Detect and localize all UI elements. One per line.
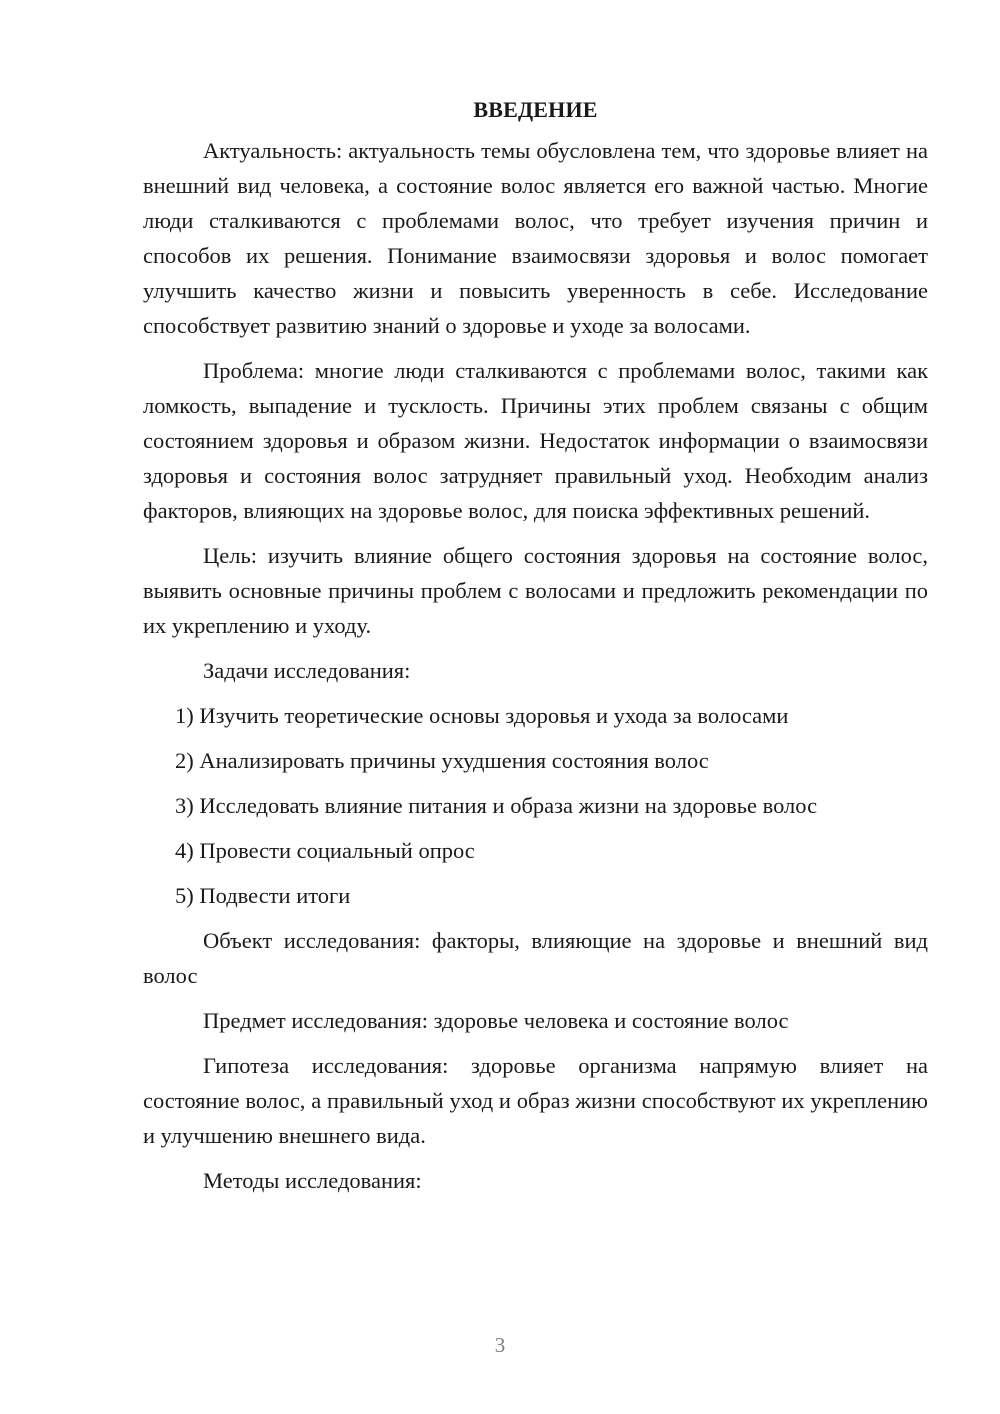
paragraph-subject: Предмет исследования: здоровье человека и состояние волос — [203, 1008, 789, 1033]
list-item: 3) Исследовать влияние питания и образа жизни на здоровье волос — [175, 793, 818, 818]
tasks-list — [143, 698, 928, 913]
methods-heading: Методы исследования: — [203, 1168, 422, 1193]
page-number: 3 — [494, 1333, 506, 1357]
list-item: 2) Анализировать причины ухудшения состояния волос — [175, 748, 709, 773]
paragraph-object: Объект исследования: факторы, влияющие на здоровье и внешний вид волос — [143, 928, 928, 988]
list-item: 5) Подвести итоги — [175, 883, 351, 908]
tasks-heading: Задачи исследования: — [203, 658, 411, 683]
document-page — [143, 92, 928, 1208]
paragraph-goal: Цель: изучить влияние общего состояния здоровья на состояние волос, выявить основные причины проблем с волосами и предложить рекомендации по их укреплению и уходу. — [143, 543, 928, 638]
document-title: ВВЕДЕНИЕ — [473, 97, 598, 122]
paragraph-relevance: Актуальность: актуальность темы обусловлена тем, что здоровье влияет на внешний вид человека, а состояние волос является его важной частью. Многие люди сталкиваются с проблемами волос, что требует изучения причин и способов их решения. Понимание взаимосвязи здоровья и волос помогает улучшить качество жизни и повысить уверенность в себе. Исследование способствует развитию знаний о здоровье и уходе за волосами. — [143, 138, 928, 338]
paragraph-hypothesis: Гипотеза исследования: здоровье организма напрямую влияет на состояние волос, а правильный уход и образ жизни способствуют их укреплению и улучшению внешнего вида. — [143, 1053, 928, 1148]
list-item: 4) Провести социальный опрос — [175, 838, 475, 863]
list-item: 1) Изучить теоретические основы здоровья и ухода за волосами — [175, 703, 789, 728]
paragraph-problem: Проблема: многие люди сталкиваются с проблемами волос, такими как ломкость, выпадение и тусклость. Причины этих проблем связаны с общим состоянием здоровья и образом жизни. Недостаток информации о взаимосвязи здоровья и состояния волос затрудняет правильный уход. Необходим анализ факторов, влияющих на здоровье волос, для поиска эффективных решений. — [143, 358, 928, 523]
